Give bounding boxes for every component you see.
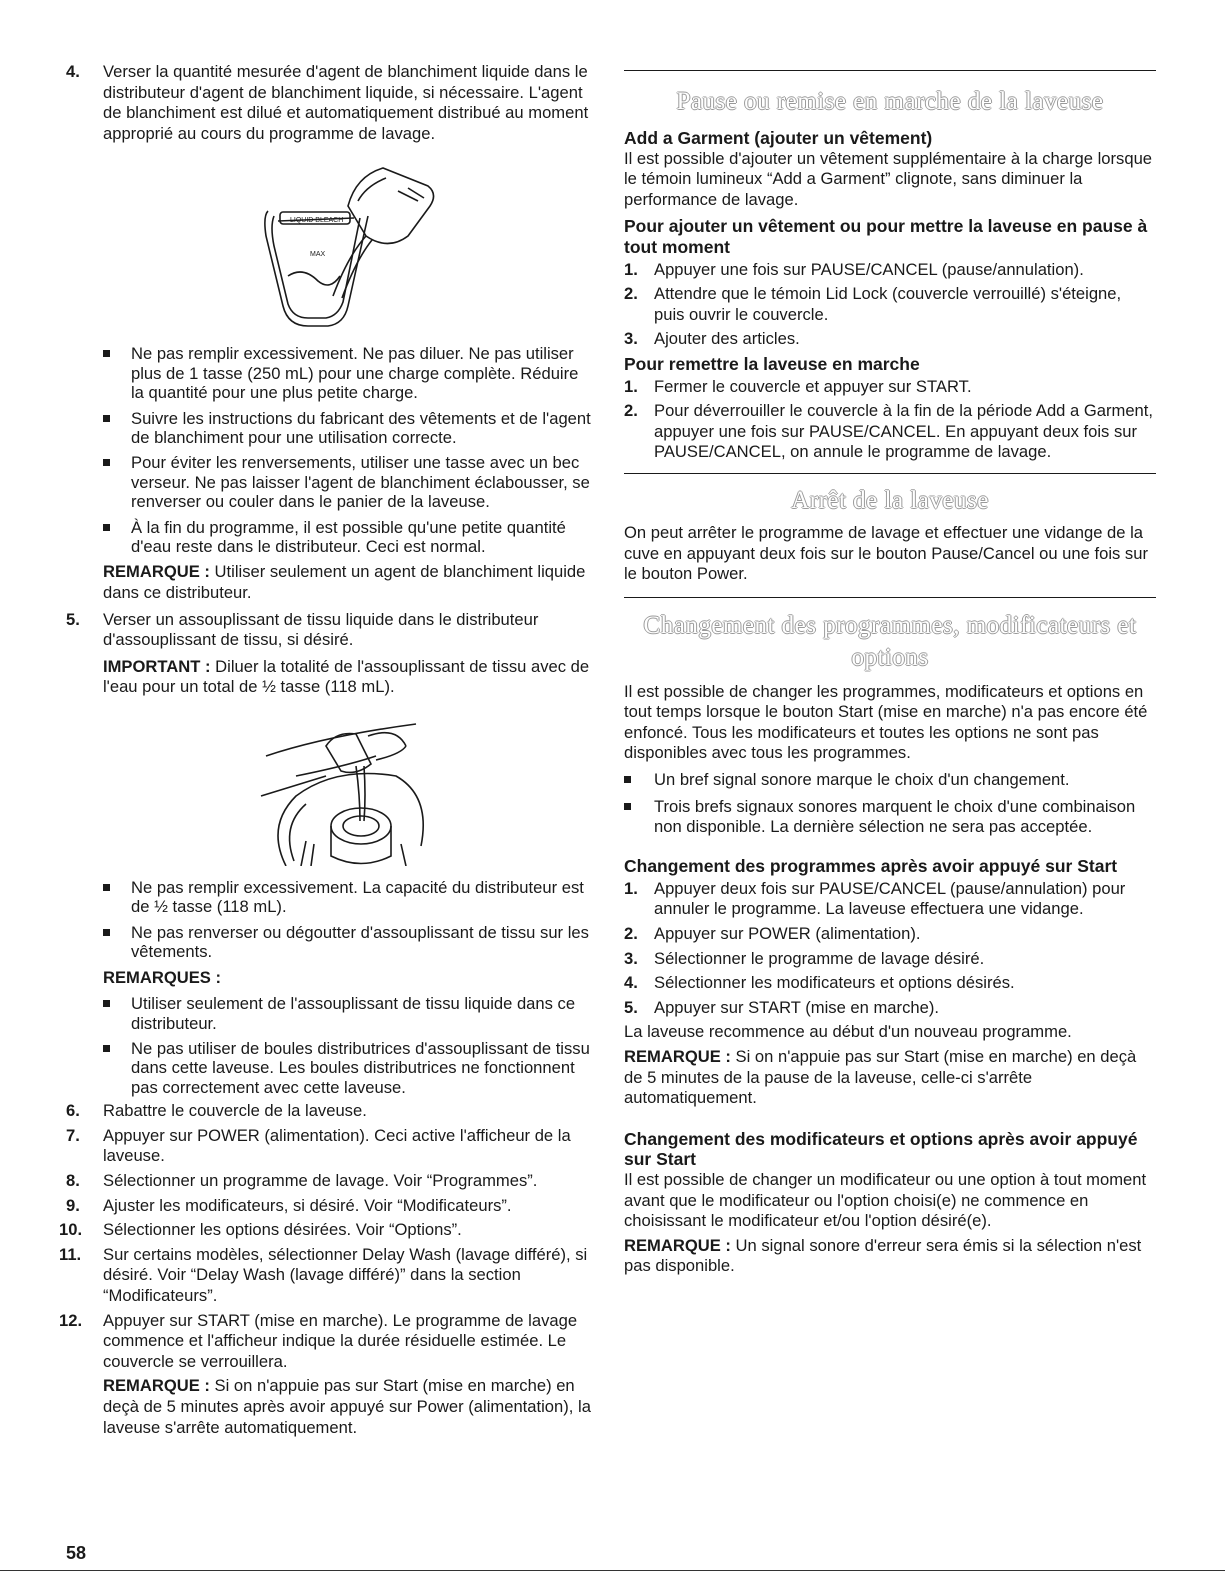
- step-item: 1. Appuyer deux fois sur PAUSE/CANCEL (pause/annulation) pour annuler le programme. La laveuse effectuera une vidange.: [624, 878, 1126, 919]
- step-item: 1. Fermer le couvercle et appuyer sur START.: [624, 376, 972, 396]
- bullet-icon: [624, 803, 631, 810]
- pause-steps: [624, 260, 1156, 350]
- list-item: Suivre les instructions du fabricant des vêtements et de l'agent de blanchiment pour une utilisation correcte.: [66, 409, 594, 448]
- modifiers-heading: Changement des modificateurs et options après avoir appuyé sur Start: [624, 1128, 1138, 1170]
- step-item: 2. Attendre que le témoin Lid Lock (couvercle verrouillé) s'éteigne, puis ouvrir le couvercle.: [624, 284, 1122, 324]
- note-pause: REMARQUE : Si on n'appuie pas sur Start (mise en marche) en deçà de 5 minutes de la pause de la laveuse, celle-ci s'arrête automatiquement.: [624, 1047, 1137, 1108]
- add-garment-heading: Add a Garment (ajouter un vêtement): [624, 128, 933, 148]
- after-start-steps: [624, 879, 1156, 1019]
- softener-bullet-list: [66, 878, 594, 962]
- step-item: 3. Sélectionner le programme de lavage désiré.: [624, 948, 985, 968]
- remarques-label: REMARQUES :: [103, 967, 222, 987]
- section-divider: [624, 70, 1156, 71]
- step-item: 1. Appuyer une fois sur PAUSE/CANCEL (pause/annulation).: [624, 259, 1084, 279]
- steps-6-12: [59, 1101, 594, 1372]
- list-item: Trois brefs signaux sonores marquent le choix d'une combinaison non disponible. La dernière sélection ne sera pas acceptée.: [624, 797, 1156, 836]
- step-item: 4. Sélectionner les modificateurs et options désirés.: [624, 973, 1015, 993]
- bleach-label-text: LIQUID BLEACH: [290, 217, 344, 225]
- list-item: Un bref signal sonore marque le choix d'un changement.: [624, 770, 1156, 789]
- note-error: REMARQUE : Un signal sonore d'erreur sera émis si la sélection n'est pas disponible.: [624, 1235, 1142, 1276]
- restart-steps: [624, 377, 1156, 463]
- step-text: Verser un assouplissant de tissu liquide dans le distributeur d'assouplissant de tissu, si désiré.: [103, 609, 539, 650]
- bullet-icon: [103, 1000, 110, 1007]
- step-text: Verser la quantité mesurée d'agent de blanchiment liquide dans le distributeur d'agent de blanchiment liquide, si nécessaire. L'agent de blanchiment est dilué et automatiquement distribué au moment approprié au cours du programme de lavage.: [103, 62, 589, 143]
- change-text: Il est possible de changer les programmes, modificateurs et options en tout temps lorsque le bouton Start (mise en marche) n'a pas encore été enfoncé. Tous les modificateurs et toutes les options ne sont pas disponibles avec tous les programmes.: [624, 681, 1148, 763]
- step-item: 12. Appuyer sur START (mise en marche). Le programme de lavage commence et l'afficheur indique la durée résiduelle estimée. Le couvercle se verrouillera.: [59, 1310, 578, 1371]
- section-title-pause: Pause ou remise en marche de la laveuse: [676, 88, 1104, 115]
- step-item: 7. Appuyer sur POWER (alimentation). Ceci active l'afficheur de la laveuse.: [66, 1125, 571, 1166]
- section-divider: [624, 597, 1156, 598]
- step-item: 11. Sur certains modèles, sélectionner Delay Wash (lavage différé), si désiré. Voir “Delay Wash (lavage différé)” dans la section “Modificateurs”.: [59, 1244, 588, 1305]
- step-item: 2. Pour déverrouiller le couvercle à la fin de la période Add a Garment, appuyer une fois sur PAUSE/CANCEL. En appuyant deux fois sur PAUSE/CANCEL, on annule le programme de lavage.: [624, 401, 1154, 462]
- add-garment-text: Il est possible d'ajouter un vêtement supplémentaire à la charge lorsque le témoin lumineux “Add a Garment” clignote, sans diminuer la performance de lavage.: [624, 148, 1153, 209]
- bullet-icon: [103, 524, 110, 531]
- bullet-icon: [103, 459, 110, 466]
- right-column: [624, 70, 1156, 1277]
- bullet-icon: [624, 776, 631, 783]
- section-title-change: Changement des programmes, modificateurs et options: [643, 611, 1137, 671]
- bullet-icon: [103, 415, 110, 422]
- step-item: 2. Appuyer sur POWER (alimentation).: [624, 924, 921, 944]
- step-number: 5.: [66, 609, 80, 629]
- left-column: [59, 62, 594, 1438]
- step-item: 9. Ajuster les modificateurs, si désiré. Voir “Modificateurs”.: [66, 1195, 512, 1215]
- step-5: [66, 610, 594, 651]
- list-item: À la fin du programme, il est possible qu'une petite quantité d'eau reste dans le distributeur. Ceci est normal.: [66, 518, 594, 557]
- list-item: Ne pas remplir excessivement. La capacité du distributeur est de ½ tasse (118 mL).: [66, 878, 594, 917]
- section-divider: [624, 473, 1156, 474]
- list-item: Utiliser seulement de l'assouplissant de tissu liquide dans ce distributeur.: [66, 994, 594, 1033]
- remarques-bullet-list: [66, 994, 594, 1097]
- page-number: 58: [66, 1543, 87, 1563]
- bleach-max-text: MAX: [310, 251, 326, 259]
- bullet-icon: [103, 1045, 110, 1052]
- restart-text: La laveuse recommence au début d'un nouveau programme.: [624, 1022, 1072, 1042]
- list-item: Ne pas renverser ou dégoutter d'assouplissant de tissu sur les vêtements.: [66, 923, 594, 962]
- step-item: 10. Sélectionner les options désirées. Voir “Options”.: [59, 1220, 462, 1240]
- change-bullet-list: [624, 770, 1156, 836]
- step-number: 4.: [66, 62, 80, 81]
- pause-heading: Pour ajouter un vêtement ou pour mettre la laveuse en pause à tout moment: [624, 216, 1148, 257]
- bleach-dispenser-illustration: [248, 156, 448, 336]
- step-item: 3. Ajouter des articles.: [624, 329, 800, 349]
- modifiers-text: Il est possible de changer un modificateur ou une option à tout moment avant que le modificateur ou l'option choisi(e) ne commence en choisissant le modificateur et/ou l'option désiré(e).: [624, 1170, 1147, 1231]
- list-item: Ne pas utiliser de boules distributrices d'assouplissant de tissu dans cette laveuse. Les boules distributrices ne fonctionnent pas correctement avec cette laveuse.: [66, 1039, 594, 1097]
- step-item: 5. Appuyer sur START (mise en marche).: [624, 997, 939, 1017]
- note-bleach: REMARQUE : Utiliser seulement un agent de blanchiment liquide dans ce distributeur.: [103, 562, 586, 603]
- important-note: IMPORTANT : Diluer la totalité de l'assouplissant de tissu avec de l'eau pour un total de ½ tasse (118 mL).: [103, 656, 590, 697]
- softener-dispenser-illustration: [256, 716, 436, 866]
- bullet-icon: [103, 350, 110, 357]
- list-item: Ne pas remplir excessivement. Ne pas diluer. Ne pas utiliser plus de 1 tasse (250 mL) pour une charge complète. Réduire la quantité pour une plus petite charge.: [66, 344, 594, 402]
- bullet-icon: [103, 884, 110, 891]
- step-item: 6. Rabattre le couvercle de la laveuse.: [66, 1101, 367, 1121]
- after-start-heading: Changement des programmes après avoir appuyé sur Start: [624, 856, 1118, 877]
- bleach-bullet-list: [66, 344, 594, 556]
- section-title-stop: Arrêt de la laveuse: [791, 486, 989, 514]
- step-item: 8. Sélectionner un programme de lavage. Voir “Programmes”.: [66, 1171, 538, 1191]
- stop-text: On peut arrêter le programme de lavage et effectuer une vidange de la cuve en appuyant deux fois sur le bouton Pause/Cancel ou une fois sur le bouton Power.: [624, 522, 1148, 584]
- bottom-rule: [0, 1570, 1225, 1571]
- list-item: Pour éviter les renversements, utiliser une tasse avec un bec verseur. Ne pas laisser l'agent de blanchiment éclabousser, se renverser ou couler dans le panier de la laveuse.: [66, 453, 594, 511]
- restart-heading: Pour remettre la laveuse en marche: [624, 353, 920, 374]
- step-4: [66, 62, 594, 144]
- bullet-icon: [103, 929, 110, 936]
- note-start: REMARQUE : Si on n'appuie pas sur Start (mise en marche) en deçà de 5 minutes après avoir appuyé sur Power (alimentation), la laveuse s'arrête automatiquement.: [103, 1376, 591, 1437]
